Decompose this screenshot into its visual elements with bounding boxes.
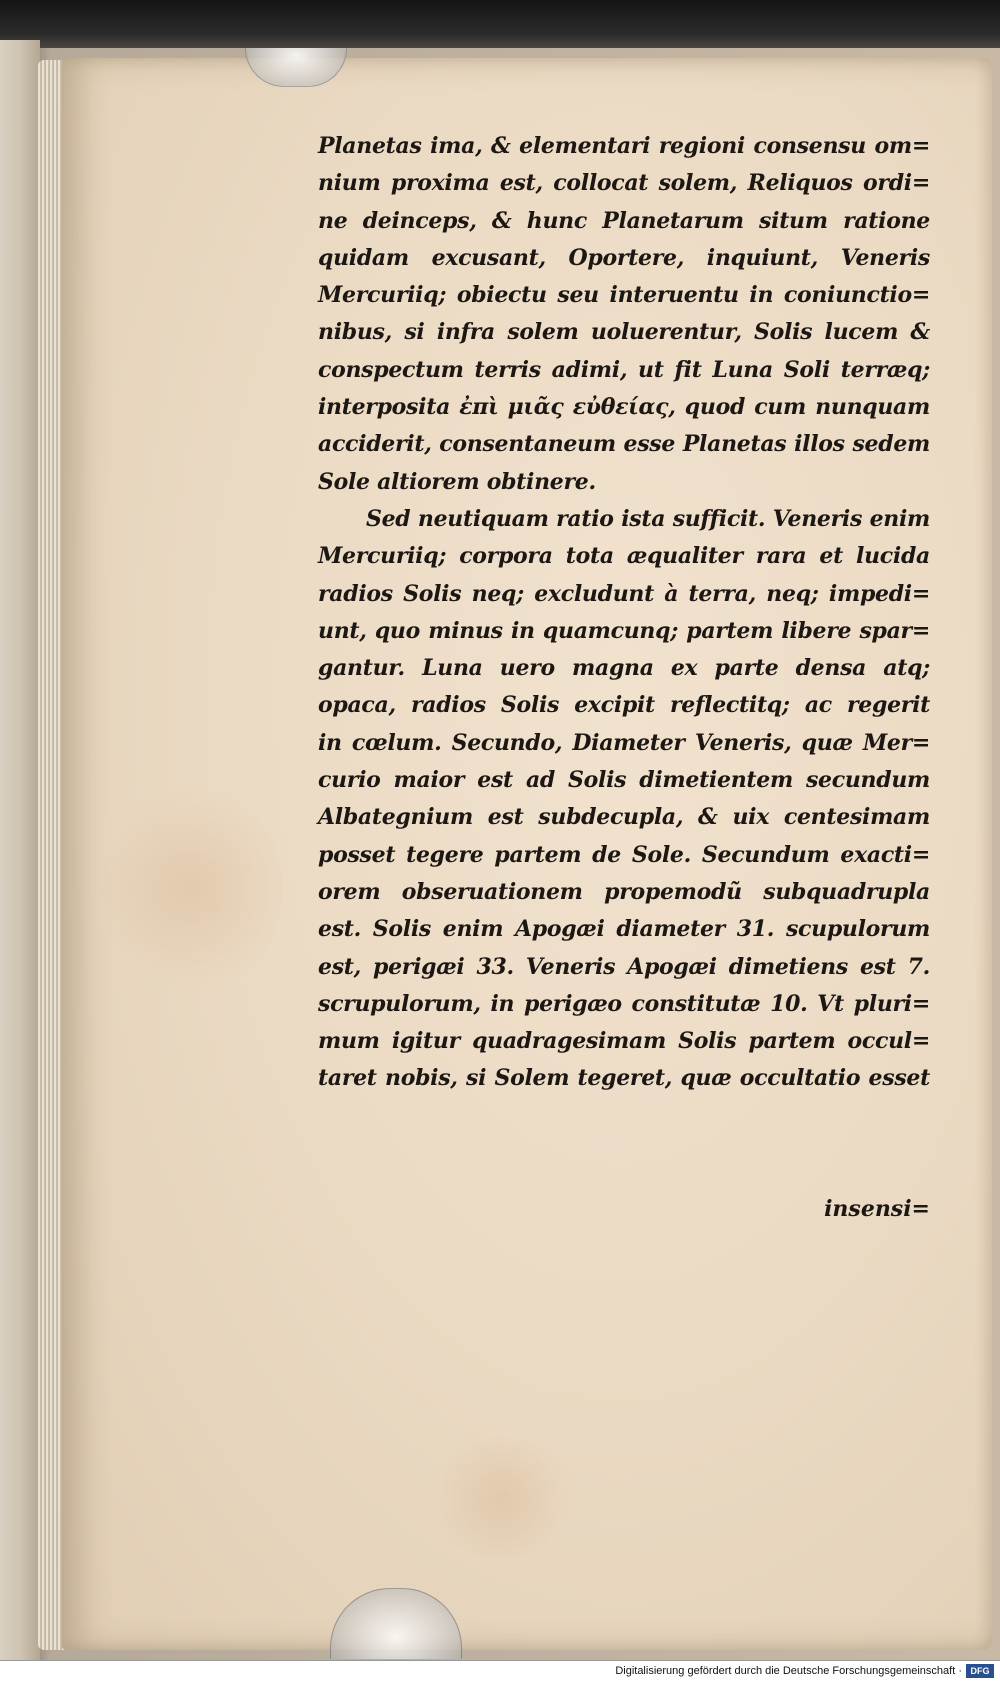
text-line: est, perigæi 33. Veneris Apogæi dimetiens est 7. (318, 953, 930, 980)
text-line: nium proxima est, collocat solem, Reliquos ordi= (318, 170, 930, 197)
paper-stain (422, 1438, 582, 1558)
text-line: mum igitur quadragesimam Solis partem occul= (318, 1028, 930, 1055)
text-line: Planetas ima, & elementari regioni consensu om= (318, 133, 930, 159)
text-line: scrupulorum, in perigæo constitutæ 10. Vt pluri= (318, 990, 930, 1017)
text-line: conspectum terris adimi, ut fit Luna Soli terræq; (318, 356, 930, 383)
scanner-top-edge (0, 0, 1000, 48)
text-line: radios Solis neq; excludunt à terra, neq; impedi= (318, 580, 930, 607)
text-line: nibus, si infra solem uoluerentur, Solis lucem & (318, 319, 930, 346)
text-line: Mercuriiq; corpora tota æqualiter rara et lucida (318, 543, 930, 570)
text-line: opaca, radios Solis excipit reflectitq; ac regerit (318, 692, 930, 719)
catchword: insensi= (824, 1196, 930, 1222)
text-line: quidam excusant, Oportere, inquiunt, Veneris (318, 244, 930, 271)
text-line: posset tegere partem de Sole. Secundum exacti= (318, 841, 930, 868)
dfg-logo-icon: DFG (966, 1664, 994, 1678)
text-line: acciderit, consentaneum esse Planetas illos sedem (318, 431, 930, 458)
text-line: unt, quo minus in quamcunq; partem libere spar= (318, 617, 930, 644)
text-line: interposita ἐπὶ μιᾶς εὐθείας, quod cum nunquam (318, 394, 930, 421)
body-text (318, 128, 930, 1098)
text-line: gantur. Luna uero magna ex parte densa atq; (318, 655, 930, 682)
funding-credit: Digitalisierung gefördert durch die Deutsche Forschungsgemeinschaft · (615, 1665, 962, 1677)
text-line: orem obseruationem propemodũ subquadrupla (318, 878, 930, 905)
text-line: in cœlum. Secundo, Diameter Veneris, quæ Mer= (318, 729, 930, 756)
paper-stain (102, 778, 282, 998)
book-spine (0, 40, 40, 1660)
footer-bar (0, 1660, 1000, 1684)
text-line: Sole altiorem obtinere. (318, 468, 596, 495)
text-line: est. Solis enim Apogæi diameter 31. scupulorum (318, 916, 930, 943)
text-line: taret nobis, si Solem tegeret, quæ occultatio esset (318, 1065, 930, 1092)
text-line: Mercuriiq; obiectu seu interuentu in coniunctio= (318, 282, 930, 309)
text-line: Sed neutiquam ratio ista sufficit. Veneris enim (366, 505, 930, 532)
text-line: Albategnium est subdecupla, & uix centesimam (318, 804, 930, 831)
text-line: curio maior est ad Solis dimetientem secundum (318, 767, 930, 794)
text-line: ne deinceps, & hunc Planetarum situm ratione (318, 207, 930, 234)
